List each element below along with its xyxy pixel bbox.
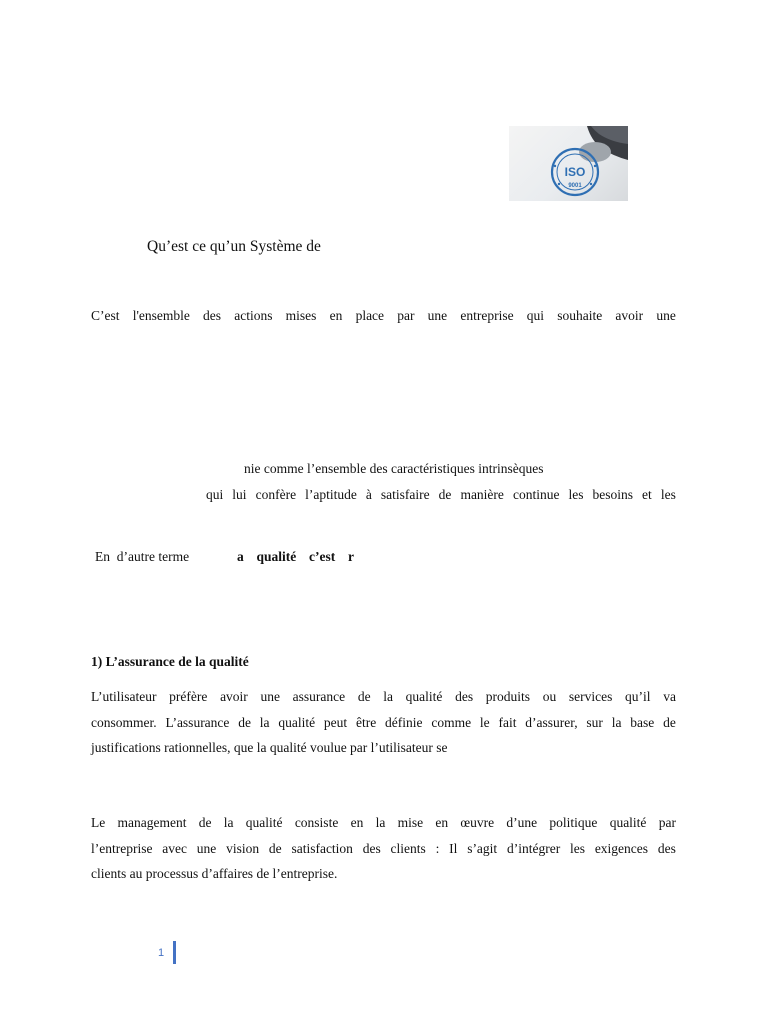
paragraph-line: clients au processus d’affaires de l’entreprise. xyxy=(91,866,338,881)
word: par xyxy=(397,308,415,323)
word: : xyxy=(435,840,440,856)
word: la xyxy=(383,689,393,704)
word: en xyxy=(329,308,343,323)
paragraph-line xyxy=(91,836,676,862)
word: l’aptitude xyxy=(305,487,357,502)
word: consommer. xyxy=(91,714,157,730)
word: d’une xyxy=(506,815,538,830)
management-paragraph xyxy=(91,810,676,887)
paragraph-line xyxy=(91,810,676,836)
word: les xyxy=(570,840,586,856)
word: une xyxy=(260,689,280,704)
word: confère xyxy=(255,487,297,502)
word: mises xyxy=(285,308,317,323)
word: d’assurer, xyxy=(525,714,578,730)
word: avec xyxy=(162,840,187,856)
word: fait xyxy=(498,714,517,730)
stamp-graphic xyxy=(509,126,628,201)
definition-line-2 xyxy=(206,486,676,504)
word: avoir xyxy=(220,689,248,704)
word: de xyxy=(238,714,251,730)
word: continue xyxy=(512,487,560,502)
page-number-divider xyxy=(173,941,176,964)
word: qualité xyxy=(405,689,443,704)
paragraph-line: justifications rationnelles, que la qualité voulue par l’utilisateur se xyxy=(91,740,448,755)
stamp-9001-text: 9001 xyxy=(568,183,582,189)
word: va xyxy=(663,689,676,704)
word: préfère xyxy=(169,689,208,704)
word: L’utilisateur xyxy=(91,689,157,704)
word: être xyxy=(355,714,377,730)
word: œuvre xyxy=(460,815,495,830)
word: qualité xyxy=(245,815,283,830)
word: des xyxy=(455,689,474,704)
word: souhaite xyxy=(557,308,603,323)
other-terms-bold: a qualité c’est r xyxy=(237,549,354,564)
word: de xyxy=(663,714,676,730)
word: les xyxy=(568,487,584,502)
paragraph-line xyxy=(91,684,676,710)
word: les xyxy=(660,487,676,502)
intro-paragraph xyxy=(91,307,676,325)
word: avoir xyxy=(615,308,644,323)
word: l'ensemble xyxy=(132,308,190,323)
word: consiste xyxy=(294,815,339,830)
word: de xyxy=(438,487,452,502)
page-title: Qu’est ce qu’un Système de xyxy=(147,238,321,255)
word: qui xyxy=(526,308,545,323)
paragraph-line xyxy=(91,710,676,736)
word: qu’il xyxy=(625,689,651,704)
section-heading-assurance: 1) L’assurance de la qualité xyxy=(91,654,249,669)
word: la xyxy=(223,815,234,830)
word: une xyxy=(656,308,676,323)
word: L’assurance xyxy=(165,714,230,730)
word: l’entreprise xyxy=(91,840,153,856)
word: sur xyxy=(586,714,603,730)
word: ou xyxy=(542,689,557,704)
word: de xyxy=(198,815,212,830)
stamp-iso-text: ISO xyxy=(564,165,586,179)
page-number: 1 xyxy=(158,947,165,959)
word: produits xyxy=(485,689,531,704)
word: base xyxy=(630,714,655,730)
word: politique xyxy=(549,815,598,830)
word: satisfaire xyxy=(380,487,430,502)
word: management xyxy=(117,815,187,830)
word: de xyxy=(357,689,371,704)
word: lui xyxy=(232,487,247,502)
word: qualité xyxy=(278,714,316,730)
word: Il xyxy=(449,840,458,856)
word: en xyxy=(350,815,364,830)
word: peut xyxy=(323,714,348,730)
word: exigences xyxy=(594,840,649,856)
word: actions xyxy=(234,308,273,323)
word: manière xyxy=(460,487,504,502)
word: la xyxy=(611,714,622,730)
word: la xyxy=(259,714,270,730)
word: des xyxy=(657,840,676,856)
word: satisfaction xyxy=(291,840,353,856)
word: des xyxy=(203,308,222,323)
word: une xyxy=(427,308,448,323)
word: comme xyxy=(431,714,472,730)
word: qualité xyxy=(609,815,647,830)
word: définie xyxy=(385,714,423,730)
word: assurance xyxy=(292,689,346,704)
word: clients xyxy=(390,840,426,856)
word: besoins xyxy=(592,487,634,502)
other-terms-label: En d’autre terme xyxy=(95,549,190,564)
word: et xyxy=(642,487,652,502)
word: le xyxy=(479,714,490,730)
iso-stamp-image xyxy=(509,126,628,201)
word: en xyxy=(435,815,449,830)
word: une xyxy=(196,840,217,856)
word: qui xyxy=(206,487,224,502)
word: C’est xyxy=(91,308,120,323)
word: mise xyxy=(397,815,424,830)
word: Le xyxy=(91,815,106,830)
word: de xyxy=(268,840,282,856)
word: d’intégrer xyxy=(506,840,561,856)
word: la xyxy=(375,815,386,830)
word: services xyxy=(568,689,613,704)
word: à xyxy=(365,487,372,502)
word: entreprise xyxy=(460,308,514,323)
definition-line-1: nie comme l’ensemble des caractéristiques intrinsèques xyxy=(244,461,544,476)
assurance-paragraph xyxy=(91,684,676,761)
word: vision xyxy=(226,840,260,856)
word: des xyxy=(362,840,381,856)
word: s’agit xyxy=(467,840,498,856)
word: par xyxy=(658,815,676,830)
word: place xyxy=(355,308,385,323)
